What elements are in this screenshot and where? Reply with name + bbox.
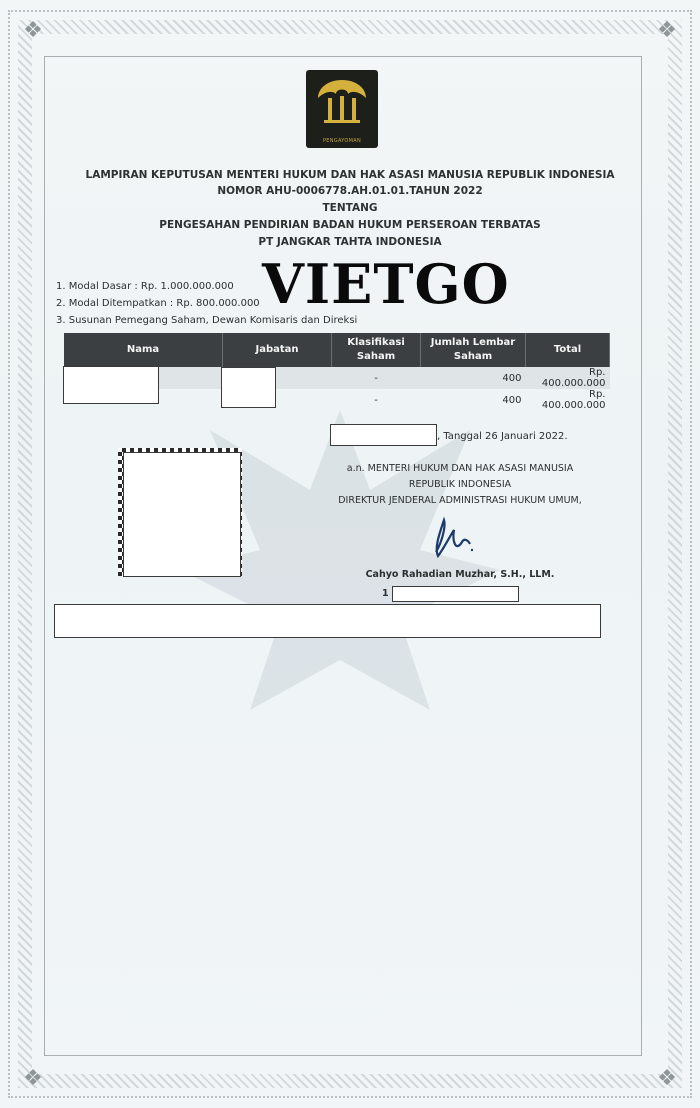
col-jabatan: Jabatan	[223, 333, 332, 367]
modal-dasar: 1. Modal Dasar : Rp. 1.000.000.000	[56, 281, 234, 292]
place-date: , Tanggal 26 Januari 2022.	[437, 431, 568, 442]
redaction-qr-box	[123, 452, 241, 577]
modal-ditempatkan: 2. Modal Ditempatkan : Rp. 800.000.000	[56, 298, 260, 309]
row-total: Rp. 400.000.000	[541, 389, 606, 411]
col-total: Total	[526, 333, 610, 367]
ministry-logo	[306, 70, 378, 148]
signatory-name: Cahyo Rahadian Muzhar, S.H., LLM.	[365, 569, 555, 580]
header-line-4: PENGESAHAN PENDIRIAN BADAN HUKUM PERSEROAN TERBATAS	[159, 219, 541, 231]
redaction-name-box	[63, 366, 159, 404]
redaction-footer-box	[54, 604, 601, 638]
header-line-1: LAMPIRAN KEPUTUSAN MENTERI HUKUM DAN HAK ASASI MANUSIA REPUBLIK INDONESIA	[85, 169, 615, 181]
corner-ornament-icon: ❖	[657, 1066, 677, 1091]
signatory-line-3: DIREKTUR JENDERAL ADMINISTRASI HUKUM UMUM,	[338, 495, 582, 506]
vietgo-watermark-text: VIETGO	[262, 252, 510, 316]
susunan-pemegang-saham: 3. Susunan Pemegang Saham, Dewan Komisaris dan Direksi	[56, 315, 358, 326]
col-jumlah: Jumlah Lembar Saham	[421, 333, 526, 367]
pengayoman-tree-icon	[306, 70, 378, 132]
logo-caption: PENGAYOMAN	[322, 138, 361, 144]
header-line-5: PT JANGKAR TAHTA INDONESIA	[258, 236, 442, 248]
signatory-nip: 1	[382, 588, 389, 599]
corner-ornament-icon: ❖	[657, 18, 677, 43]
redaction-nip-box	[392, 586, 519, 602]
col-nama: Nama	[64, 333, 223, 367]
row-klasifikasi: -	[374, 394, 378, 406]
corner-ornament-icon: ❖	[23, 1066, 43, 1091]
handwritten-signature-icon	[428, 512, 478, 564]
signatory-line-2: REPUBLIK INDONESIA	[408, 479, 512, 490]
redaction-position-box	[221, 367, 276, 408]
signatory-line-1: a.n. MENTERI HUKUM DAN HAK ASASI MANUSIA	[346, 463, 574, 474]
row-jumlah: 400	[502, 372, 522, 384]
redaction-place-box	[330, 424, 437, 446]
header-line-3: TENTANG	[322, 202, 378, 214]
row-jumlah: 400	[502, 394, 522, 406]
row-klasifikasi: -	[374, 372, 378, 384]
corner-ornament-icon: ❖	[23, 18, 43, 43]
header-line-2: NOMOR AHU-0006778.AH.01.01.TAHUN 2022	[217, 185, 483, 197]
row-total: Rp. 400.000.000	[541, 367, 606, 389]
col-klasifikasi: Klasifikasi Saham	[332, 333, 421, 367]
